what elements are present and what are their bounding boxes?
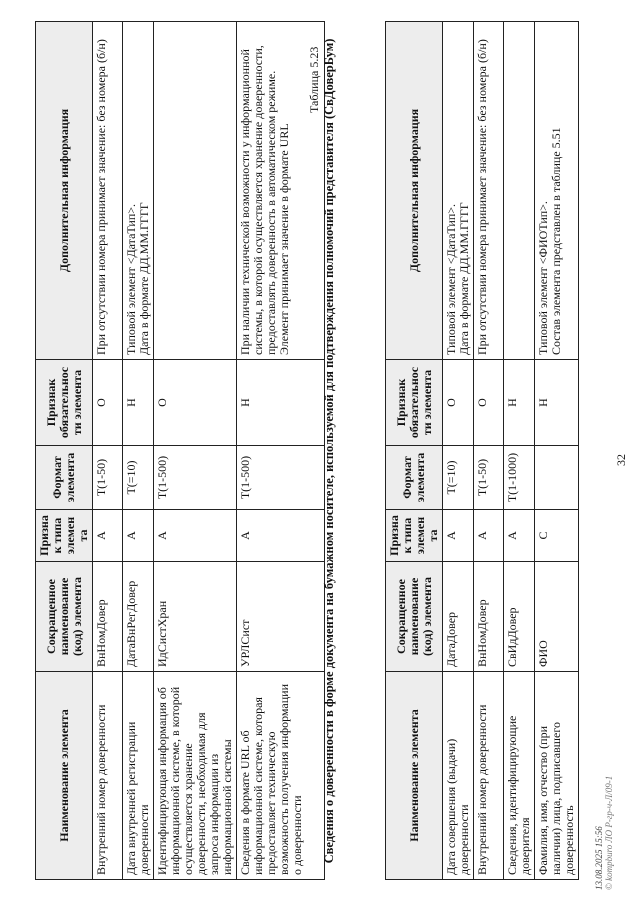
column-header: Наименование элемента [386, 672, 443, 880]
table-row [474, 22, 504, 880]
table-cell: А [443, 510, 474, 562]
table-cell: Дата совершения (выдачи) доверенности [443, 672, 474, 880]
table-row [123, 22, 154, 880]
table-cell [535, 446, 579, 510]
table-number: Таблица 5.23 [307, 46, 321, 113]
column-header: Дополнительная информация [386, 22, 443, 360]
table-cell: УРЛСист [237, 562, 325, 672]
table-header-row [36, 22, 93, 880]
table-cell: ВнНомДовер [93, 562, 123, 672]
table-cell: Сведения, идентифицирующие доверителя [504, 672, 535, 880]
table-cell: При отсутствии номера принимает значение: без номера (б/н) [474, 22, 504, 360]
elements-table-paper-poa [385, 21, 579, 880]
table-body [443, 22, 579, 880]
table-row [443, 22, 474, 880]
table-cell: Типовой элемент <ДатаТип>. Дата в формате ДД.ММ.ГГГГ [443, 22, 474, 360]
footer-timestamp: 13.08.2025 15:56 [594, 826, 604, 890]
page-number: 32 [614, 454, 628, 466]
table-cell: Типовой элемент <ДатаТип>. Дата в формате ДД.ММ.ГГГГ [123, 22, 154, 360]
table-cell: Т(1-500) [237, 446, 325, 510]
table-cell: Дата внутренней регистрации доверенности [123, 672, 154, 880]
table-cell: Т(=10) [123, 446, 154, 510]
column-header: Формат элемента [36, 446, 93, 510]
table-cell: Т(1-1000) [504, 446, 535, 510]
column-header: Признак типа элемента [386, 510, 443, 562]
column-header: Наименование элемента [36, 672, 93, 880]
table-cell: Т(1-50) [93, 446, 123, 510]
elements-table-top [35, 21, 325, 880]
table-cell: Внутренний номер доверенности [474, 672, 504, 880]
table-cell: Н [535, 360, 579, 446]
table-cell: Н [123, 360, 154, 446]
column-header: Признак обязательности элемента [36, 360, 93, 446]
column-header: Сокращенное наименование (код) элемента [386, 562, 443, 672]
table-cell: А [504, 510, 535, 562]
table-title: Сведения о доверенности в форме документа на бумажном носителе, используемой для подтверждения полномочий представителя (СвДоверБум) [322, 38, 336, 864]
table-cell: ДатаДовер [443, 562, 474, 672]
table-cell: Н [504, 360, 535, 446]
table-cell: Типовой элемент <ФИОТип>. Состав элемента представлен в таблице 5.51 [535, 22, 579, 360]
column-header: Формат элемента [386, 446, 443, 510]
table-row [504, 22, 535, 880]
table-cell: А [154, 510, 237, 562]
table-cell: Сведения в формате URL об информационной системе, которая предоставляет техническую возможность получения информации о доверенности [237, 672, 325, 880]
table-row [535, 22, 579, 880]
table-cell: О [93, 360, 123, 446]
table-cell: О [154, 360, 237, 446]
footer-stamp [594, 776, 614, 890]
table-cell [504, 22, 535, 360]
table-cell: ФИО [535, 562, 579, 672]
table-cell: А [123, 510, 154, 562]
table-header-row [386, 22, 443, 880]
table-cell: Н [237, 360, 325, 446]
table-cell: Т(1-500) [154, 446, 237, 510]
table-row [237, 22, 325, 880]
table-cell: ДатаВнРегДовер [123, 562, 154, 672]
column-header: Дополнительная информация [36, 22, 93, 360]
column-header: Признак типа элемента [36, 510, 93, 562]
table-cell [154, 22, 237, 360]
table-body [93, 22, 325, 880]
table-cell: Т(1-50) [474, 446, 504, 510]
table-row [154, 22, 237, 880]
column-header: Сокращенное наименование (код) элемента [36, 562, 93, 672]
table-cell: О [443, 360, 474, 446]
table-cell: Внутренний номер доверенности [93, 672, 123, 880]
table-cell: При отсутствии номера принимает значение: без номера (б/н) [93, 22, 123, 360]
table-cell: А [474, 510, 504, 562]
table-cell: СвИдДовер [504, 562, 535, 672]
table-cell: О [474, 360, 504, 446]
table-cell: Фамилия, имя, отчество (при наличии) лица, подписавшего доверенность [535, 672, 579, 880]
table-cell: При наличии технической возможности у информационной системы, в которой осуществляется хранение доверенности, предоставлять доверенность в автоматическом режиме. Элемент принимает значение в формате URL [237, 22, 325, 360]
column-header: Признак обязательности элемента [386, 360, 443, 446]
table-cell: Т(=10) [443, 446, 474, 510]
table-cell: С [535, 510, 579, 562]
table-cell: ВнНомДовер [474, 562, 504, 672]
table-cell: А [237, 510, 325, 562]
table-cell: Идентифицирующая информация об информационной системе, в которой осуществляется хранение доверенности, необходимая для запроса информации из информационной системы [154, 672, 237, 880]
table-cell: А [93, 510, 123, 562]
table-row [93, 22, 123, 880]
footer-watermark: © kompburo ЛО Р-гр-ч-Л/09-1 [604, 775, 614, 890]
table-cell: ИдСистХран [154, 562, 237, 672]
